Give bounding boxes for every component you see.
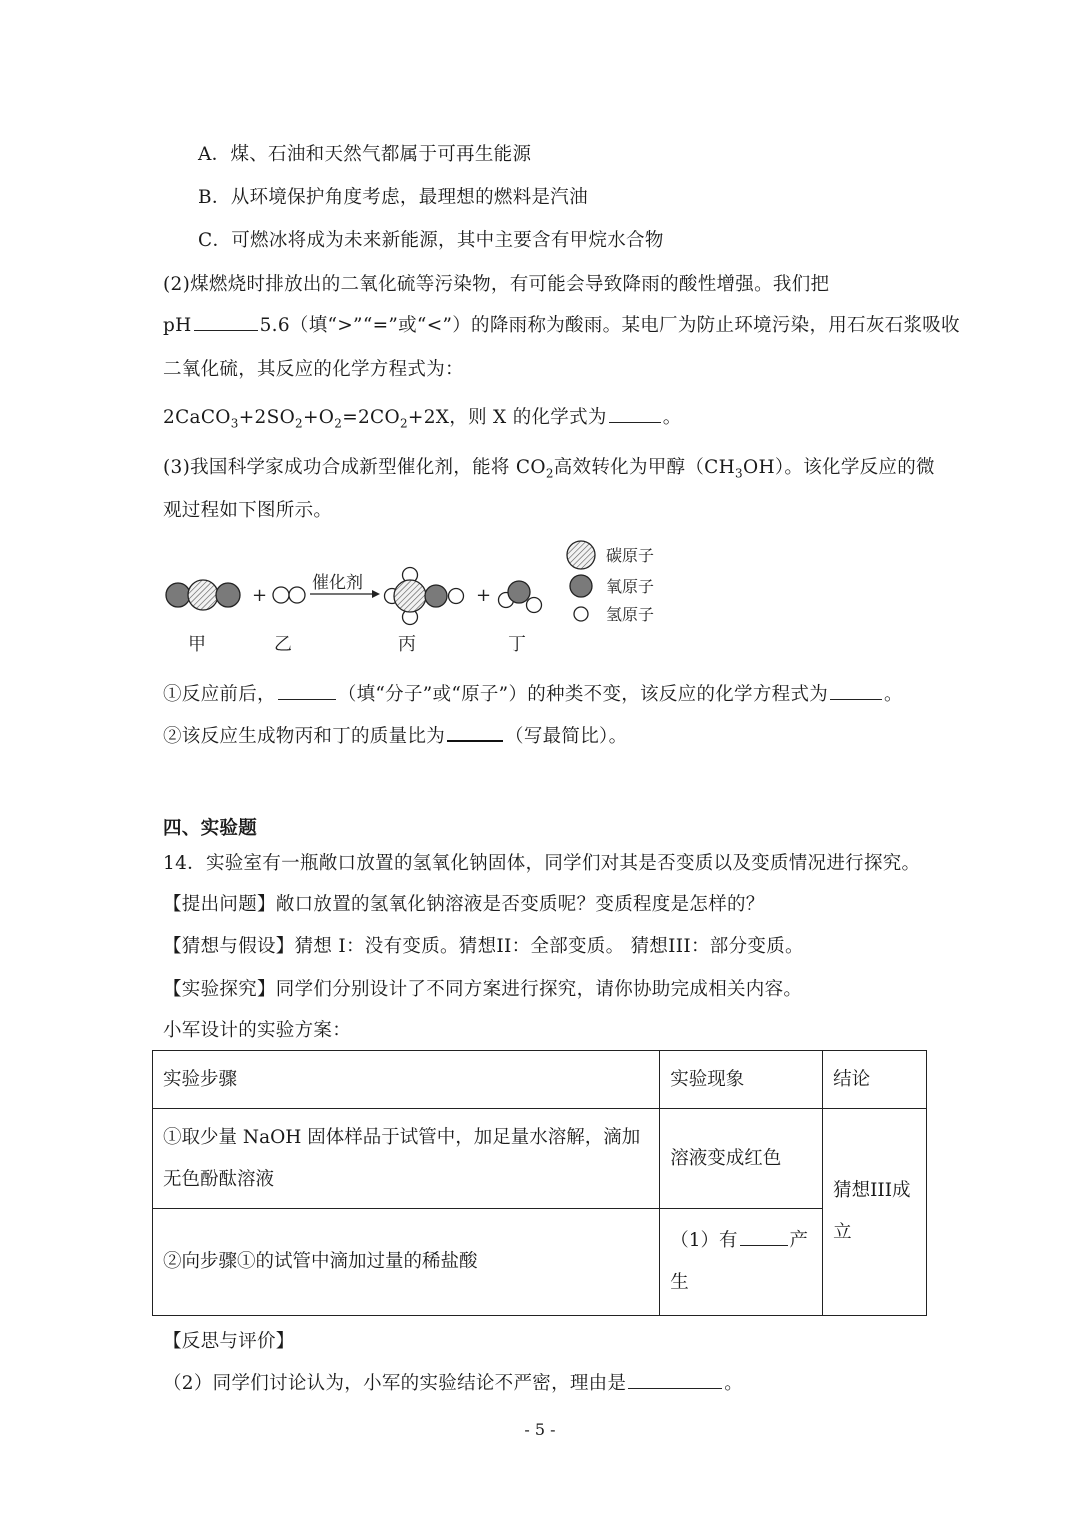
legend-carbon-icon: [567, 541, 595, 569]
q3-text: (3)我国科学家成功合成新型催化剂，能将 CO: [163, 457, 546, 478]
mass-ratio-blank[interactable]: [447, 722, 503, 742]
carbon-atom: [394, 580, 426, 612]
eq-part: 2CaCO: [163, 407, 231, 428]
catalyst-label: 催化剂: [312, 573, 363, 593]
option-b: B．从环境保护角度考虑，最理想的燃料是汽油: [198, 187, 588, 208]
section-title: 四、实验题: [163, 818, 258, 839]
option-c: C．可燃冰将成为未来新能源，其中主要含有甲烷水合物: [198, 230, 664, 251]
gas-blank[interactable]: [740, 1227, 788, 1246]
q3-line2: 观过程如下图所示。: [163, 500, 333, 521]
molecule-yi: [273, 587, 305, 603]
hypothesis: 【猜想与假设】猜想 I：没有变质。猜想II：全部变质。 猜想III：部分变质。: [163, 936, 804, 957]
label-bing: 丙: [398, 634, 416, 655]
q2-line1: (2)煤燃烧时排放出的二氧化硫等污染物，有可能会导致降雨的酸性增强。我们把: [163, 274, 830, 295]
hydrogen-atom: [289, 587, 305, 603]
label-yi: 乙: [274, 634, 292, 655]
row1-step: [153, 1109, 660, 1209]
eq-part: +O: [302, 407, 335, 428]
equation-blank[interactable]: [830, 681, 882, 700]
table-row: [153, 1109, 927, 1209]
q2-equation: [163, 403, 682, 431]
raise-question: 【提出问题】敞口放置的氢氧化钠溶液是否变质呢？变质程度是怎样的？: [163, 894, 765, 915]
q3-sub1-end: 。: [884, 684, 903, 705]
plan-title: 小军设计的实验方案：: [163, 1020, 352, 1041]
eq-end: 。: [662, 407, 682, 428]
row2-obs-text: 产: [789, 1230, 809, 1251]
eq-sub: 2: [399, 416, 408, 431]
carbon-atom: [188, 580, 218, 610]
q3-sub: 3: [735, 466, 743, 481]
legend-hydrogen-icon: [574, 607, 588, 621]
hydrogen-atom: [273, 587, 289, 603]
q2-line2: [163, 311, 960, 337]
q2-line2-text: 5.6（填“>”“=”或“<”）的降雨称为酸雨。某电厂为防止环境污染，用石灰石浆吸收: [259, 315, 960, 336]
oxygen-atom: [425, 585, 447, 607]
q3-sub: 2: [545, 466, 554, 481]
header-step: 实验步骤: [153, 1051, 660, 1109]
row2-step: ②向步骤①的试管中滴加过量的稀盐酸: [153, 1209, 660, 1316]
eq-sub: 3: [230, 416, 239, 431]
row1-step-line: ①取少量 NaOH 固体样品于试管中，加足量水溶解，滴加: [163, 1126, 641, 1148]
molecule-ding: [499, 581, 542, 613]
x-formula-blank[interactable]: [609, 404, 661, 423]
hydrogen-atom: [527, 598, 542, 613]
label-ding: 丁: [508, 634, 526, 655]
reaction-diagram: [150, 530, 710, 660]
reflect-title: 【反思与评价】: [163, 1331, 295, 1352]
oxygen-atom: [166, 583, 190, 607]
q3-text: OH）。该化学反应的微: [742, 457, 935, 478]
reason-blank[interactable]: [628, 1370, 722, 1389]
legend-hydrogen: 氢原子: [606, 605, 655, 624]
q3-sub2: [163, 722, 627, 748]
conclusion-cell: [823, 1109, 927, 1316]
eq-sub: 2: [295, 416, 303, 431]
row2-obs-text: （1）有: [670, 1230, 738, 1251]
plus-sign: +: [476, 585, 492, 606]
q2-line3: 二氧化硫，其反应的化学方程式为：: [163, 359, 464, 380]
reflect-q2: [163, 1369, 743, 1395]
row1-step-line: 无色酚酞溶液: [163, 1168, 275, 1190]
reflect-q2-text: （2）同学们讨论认为，小军的实验结论不严密，理由是: [163, 1373, 627, 1394]
page-number: - 5 -: [524, 1420, 556, 1439]
q14-intro: 14．实验室有一瓶敞口放置的氢氧化钠固体，同学们对其是否变质以及变质情况进行探究。: [163, 853, 921, 874]
q3-sub2-text: ②该反应生成物丙和丁的质量比为: [163, 726, 446, 747]
experiment-table: [152, 1050, 927, 1316]
plus-sign: +: [252, 585, 268, 606]
legend-carbon: 碳原子: [606, 546, 655, 565]
header-observation: 实验现象: [660, 1051, 823, 1109]
molecule-bing: [385, 568, 464, 625]
particle-blank[interactable]: [278, 681, 336, 700]
row2-observation: [660, 1209, 823, 1316]
q3-sub2-text: （写最简比）。: [505, 726, 628, 747]
oxygen-atom: [216, 583, 240, 607]
ph-blank[interactable]: [194, 312, 258, 331]
reflect-q2-end: 。: [724, 1373, 744, 1394]
legend-oxygen: 氧原子: [606, 577, 655, 596]
table-header-row: [153, 1051, 927, 1109]
row1-observation: 溶液变成红色: [660, 1109, 823, 1209]
option-a: A．煤、石油和天然气都属于可再生能源: [198, 144, 532, 165]
arrow-head-icon: [372, 590, 380, 598]
eq-part: +2X，则 X 的化学式为: [407, 407, 607, 428]
oxygen-atom: [508, 581, 530, 603]
q3-line1: [163, 453, 935, 481]
q3-sub1-text: ①反应前后，: [163, 684, 276, 705]
conclusion-line: 立: [833, 1222, 852, 1243]
q3-text: 高效转化为甲醇（CH: [553, 457, 736, 478]
legend-oxygen-icon: [570, 575, 592, 597]
q2-ph: pH: [163, 315, 192, 336]
eq-part: =2CO: [342, 407, 400, 428]
label-jia: 甲: [188, 634, 206, 655]
q3-sub1: [163, 680, 903, 706]
eq-part: +2SO: [238, 407, 296, 428]
table-row: [153, 1209, 927, 1316]
molecule-jia: [166, 580, 240, 610]
q3-sub1-text: （填“分子”或“原子”）的种类不变，该反应的化学方程式为: [337, 684, 829, 705]
eq-sub: 2: [334, 416, 343, 431]
explore: 【实验探究】同学们分别设计了不同方案进行探究，请你协助完成相关内容。: [163, 979, 803, 1000]
hydrogen-atom: [449, 589, 464, 604]
row2-obs-line: [670, 1220, 812, 1262]
row2-obs-line: 生: [670, 1272, 689, 1293]
header-conclusion: 结论: [823, 1051, 927, 1109]
conclusion-line: 猜想III成: [833, 1180, 911, 1201]
